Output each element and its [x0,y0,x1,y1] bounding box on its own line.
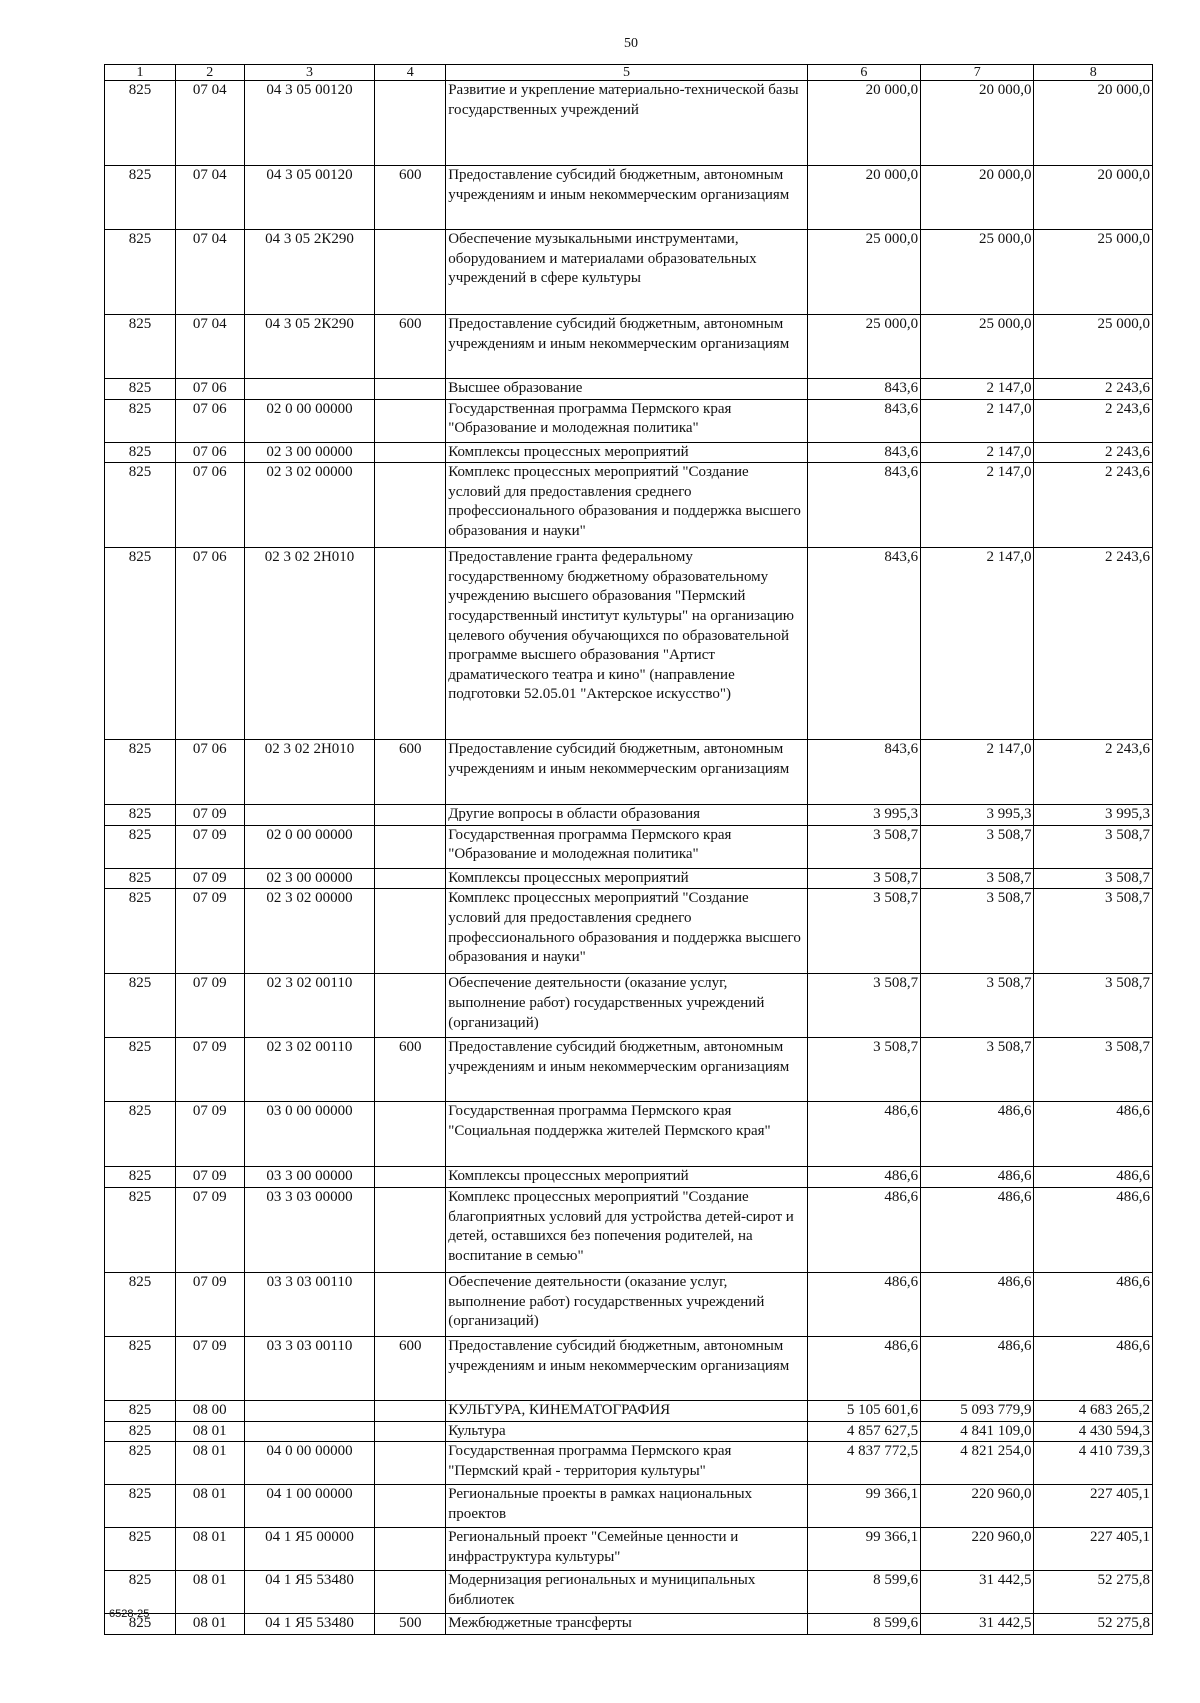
column-header: 7 [921,65,1034,81]
section-cell: 07 06 [175,442,244,463]
table-row [105,379,1153,400]
year1-amount-cell: 3 508,7 [807,889,920,974]
year1-amount-cell: 486,6 [807,1272,920,1336]
section-cell: 07 09 [175,805,244,826]
table-row [105,1400,1153,1421]
expense-type-cell: 600 [375,166,446,230]
admin-code-cell: 825 [105,1571,176,1614]
table-row [105,1485,1153,1528]
admin-code-cell: 825 [105,1400,176,1421]
admin-code-cell: 825 [105,805,176,826]
target-article-cell: 04 1 Я5 53480 [244,1614,375,1635]
column-header: 4 [375,65,446,81]
name-cell: Региональный проект "Семейные ценности и инфраструктура культуры" [446,1528,807,1571]
table-row [105,740,1153,805]
table-row [105,1614,1153,1635]
admin-code-cell: 825 [105,1336,176,1400]
table-row [105,889,1153,974]
year3-amount-cell: 486,6 [1034,1102,1153,1167]
year3-amount-cell: 227 405,1 [1034,1485,1153,1528]
year2-amount-cell: 4 841 109,0 [921,1421,1034,1442]
admin-code-cell: 825 [105,1442,176,1485]
target-article-cell: 03 3 03 00000 [244,1187,375,1272]
admin-code-cell: 825 [105,399,176,442]
column-header: 6 [807,65,920,81]
year1-amount-cell: 843,6 [807,463,920,548]
target-article-cell: 04 3 05 00120 [244,81,375,166]
year3-amount-cell: 2 243,6 [1034,548,1153,740]
year3-amount-cell: 2 243,6 [1034,399,1153,442]
target-article-cell: 02 0 00 00000 [244,399,375,442]
expense-type-cell: 600 [375,1336,446,1400]
section-cell: 07 09 [175,1102,244,1167]
target-article-cell: 04 1 Я5 53480 [244,1571,375,1614]
section-cell: 07 09 [175,825,244,868]
table-row [105,166,1153,230]
target-article-cell [244,1421,375,1442]
target-article-cell: 03 0 00 00000 [244,1102,375,1167]
admin-code-cell: 825 [105,1421,176,1442]
expense-type-cell: 600 [375,315,446,379]
target-article-cell: 02 3 02 00110 [244,1038,375,1102]
expense-type-cell [375,1442,446,1485]
name-cell: Развитие и укрепление материально-технической базы государственных учреждений [446,81,807,166]
year2-amount-cell: 3 508,7 [921,889,1034,974]
year2-amount-cell: 486,6 [921,1167,1034,1188]
year3-amount-cell: 4 410 739,3 [1034,1442,1153,1485]
admin-code-cell: 825 [105,548,176,740]
table-body [105,81,1153,1635]
target-article-cell: 02 3 02 00000 [244,463,375,548]
admin-code-cell: 825 [105,81,176,166]
table-row [105,230,1153,315]
name-cell: Комплекс процессных мероприятий "Создание благоприятных условий для устройства детей-сирот и детей, оставшихся без попечения родителей, на воспитание в семью" [446,1187,807,1272]
year2-amount-cell: 486,6 [921,1187,1034,1272]
target-article-cell: 02 3 02 2Н010 [244,548,375,740]
year3-amount-cell: 20 000,0 [1034,166,1153,230]
admin-code-cell: 825 [105,825,176,868]
table-row [105,399,1153,442]
year1-amount-cell: 20 000,0 [807,81,920,166]
year2-amount-cell: 220 960,0 [921,1485,1034,1528]
name-cell: Предоставление субсидий бюджетным, автономным учреждениям и иным некоммерческим организациям [446,740,807,805]
table-row [105,1336,1153,1400]
year1-amount-cell: 25 000,0 [807,230,920,315]
admin-code-cell: 825 [105,1038,176,1102]
section-cell: 07 09 [175,1187,244,1272]
expense-type-cell [375,1400,446,1421]
name-cell: Культура [446,1421,807,1442]
admin-code-cell: 825 [105,974,176,1038]
budget-table [104,64,1153,1635]
year3-amount-cell: 486,6 [1034,1336,1153,1400]
column-header: 5 [446,65,807,81]
year3-amount-cell: 3 508,7 [1034,974,1153,1038]
year1-amount-cell: 486,6 [807,1336,920,1400]
section-cell: 08 01 [175,1614,244,1635]
table-row [105,1167,1153,1188]
year1-amount-cell: 486,6 [807,1187,920,1272]
name-cell: Государственная программа Пермского края "Образование и молодежная политика" [446,825,807,868]
expense-type-cell [375,825,446,868]
section-cell: 07 06 [175,548,244,740]
year2-amount-cell: 2 147,0 [921,399,1034,442]
admin-code-cell: 825 [105,442,176,463]
name-cell: Предоставление субсидий бюджетным, автономным учреждениям и иным некоммерческим организациям [446,1336,807,1400]
year1-amount-cell: 486,6 [807,1167,920,1188]
year2-amount-cell: 3 508,7 [921,974,1034,1038]
expense-type-cell [375,81,446,166]
year2-amount-cell: 31 442,5 [921,1614,1034,1635]
year1-amount-cell: 3 508,7 [807,868,920,889]
name-cell: Предоставление субсидий бюджетным, автономным учреждениям и иным некоммерческим организациям [446,315,807,379]
table-row [105,548,1153,740]
year3-amount-cell: 3 995,3 [1034,805,1153,826]
admin-code-cell: 825 [105,1272,176,1336]
target-article-cell: 02 3 00 00000 [244,868,375,889]
year3-amount-cell: 3 508,7 [1034,1038,1153,1102]
target-article-cell: 04 0 00 00000 [244,1442,375,1485]
expense-type-cell [375,1272,446,1336]
year3-amount-cell: 227 405,1 [1034,1528,1153,1571]
year2-amount-cell: 486,6 [921,1272,1034,1336]
expense-type-cell [375,868,446,889]
year2-amount-cell: 31 442,5 [921,1571,1034,1614]
admin-code-cell: 825 [105,315,176,379]
target-article-cell: 02 3 02 2Н010 [244,740,375,805]
year2-amount-cell: 20 000,0 [921,81,1034,166]
section-cell: 07 09 [175,1167,244,1188]
expense-type-cell [375,1102,446,1167]
table-row [105,805,1153,826]
year1-amount-cell: 3 508,7 [807,974,920,1038]
expense-type-cell: 600 [375,740,446,805]
name-cell: Предоставление субсидий бюджетным, автономным учреждениям и иным некоммерческим организациям [446,1038,807,1102]
section-cell: 07 09 [175,889,244,974]
target-article-cell: 04 3 05 00120 [244,166,375,230]
year3-amount-cell: 2 243,6 [1034,740,1153,805]
expense-type-cell [375,1167,446,1188]
year2-amount-cell: 486,6 [921,1102,1034,1167]
year2-amount-cell: 2 147,0 [921,442,1034,463]
table-row [105,1187,1153,1272]
column-header: 3 [244,65,375,81]
table-row [105,1102,1153,1167]
admin-code-cell: 825 [105,463,176,548]
year1-amount-cell: 486,6 [807,1102,920,1167]
section-cell: 08 01 [175,1528,244,1571]
section-cell: 07 06 [175,463,244,548]
section-cell: 08 01 [175,1485,244,1528]
year1-amount-cell: 843,6 [807,442,920,463]
admin-code-cell: 825 [105,889,176,974]
name-cell: Комплексы процессных мероприятий [446,442,807,463]
table-row [105,825,1153,868]
name-cell: Межбюджетные трансферты [446,1614,807,1635]
target-article-cell: 04 3 05 2К290 [244,315,375,379]
page-number: 50 [624,36,638,51]
admin-code-cell: 825 [105,1528,176,1571]
target-article-cell: 03 3 03 00110 [244,1336,375,1400]
year1-amount-cell: 25 000,0 [807,315,920,379]
target-article-cell [244,805,375,826]
admin-code-cell: 825 [105,1485,176,1528]
table-row [105,463,1153,548]
expense-type-cell [375,463,446,548]
year3-amount-cell: 3 508,7 [1034,825,1153,868]
target-article-cell: 03 3 03 00110 [244,1272,375,1336]
expense-type-cell [375,442,446,463]
admin-code-cell: 825 [105,1614,176,1635]
table-row [105,1571,1153,1614]
year2-amount-cell: 25 000,0 [921,230,1034,315]
name-cell: Комплексы процессных мероприятий [446,868,807,889]
name-cell: Обеспечение музыкальными инструментами, оборудованием и материалами образовательных учреждений в сфере культуры [446,230,807,315]
section-cell: 07 04 [175,81,244,166]
section-cell: 07 06 [175,740,244,805]
admin-code-cell: 825 [105,230,176,315]
year1-amount-cell: 4 857 627,5 [807,1421,920,1442]
year1-amount-cell: 3 508,7 [807,1038,920,1102]
section-cell: 07 09 [175,1038,244,1102]
year1-amount-cell: 3 508,7 [807,825,920,868]
year3-amount-cell: 25 000,0 [1034,315,1153,379]
expense-type-cell [375,1421,446,1442]
target-article-cell: 04 3 05 2К290 [244,230,375,315]
name-cell: Модернизация региональных и муниципальных библиотек [446,1571,807,1614]
year2-amount-cell: 5 093 779,9 [921,1400,1034,1421]
name-cell: Предоставление субсидий бюджетным, автономным учреждениям и иным некоммерческим организациям [446,166,807,230]
section-cell: 07 09 [175,1272,244,1336]
section-cell: 08 00 [175,1400,244,1421]
target-article-cell: 02 3 02 00110 [244,974,375,1038]
admin-code-cell: 825 [105,379,176,400]
expense-type-cell [375,1528,446,1571]
name-cell: Обеспечение деятельности (оказание услуг, выполнение работ) государственных учреждений (организаций) [446,1272,807,1336]
name-cell: Комплексы процессных мероприятий [446,1167,807,1188]
year2-amount-cell: 3 995,3 [921,805,1034,826]
admin-code-cell: 825 [105,1102,176,1167]
year2-amount-cell: 220 960,0 [921,1528,1034,1571]
name-cell: Комплекс процессных мероприятий "Создание условий для предоставления среднего профессионального образования и поддержка высшего образования и науки" [446,889,807,974]
year1-amount-cell: 20 000,0 [807,166,920,230]
year3-amount-cell: 486,6 [1034,1272,1153,1336]
table-row [105,974,1153,1038]
target-article-cell: 04 1 Я5 00000 [244,1528,375,1571]
year2-amount-cell: 2 147,0 [921,740,1034,805]
year1-amount-cell: 8 599,6 [807,1614,920,1635]
year1-amount-cell: 5 105 601,6 [807,1400,920,1421]
year2-amount-cell: 3 508,7 [921,868,1034,889]
name-cell: Предоставление гранта федеральному государственному бюджетному образовательному учреждению высшего образования "Пермский государственный институт культуры" на организацию целевого обучения обучающихся по образовательной программе высшего образования "Артист драматического театра и кино" (направление подготовки 52.05.01 "Актерское искусство") [446,548,807,740]
target-article-cell: 03 3 00 00000 [244,1167,375,1188]
expense-type-cell [375,399,446,442]
table-row [105,1038,1153,1102]
section-cell: 08 01 [175,1442,244,1485]
target-article-cell: 02 0 00 00000 [244,825,375,868]
name-cell: Обеспечение деятельности (оказание услуг, выполнение работ) государственных учреждений (организаций) [446,974,807,1038]
year2-amount-cell: 2 147,0 [921,463,1034,548]
table-row [105,868,1153,889]
table-row [105,1272,1153,1336]
table-row [105,315,1153,379]
year3-amount-cell: 20 000,0 [1034,81,1153,166]
table-row [105,442,1153,463]
table-row [105,1442,1153,1485]
year2-amount-cell: 3 508,7 [921,1038,1034,1102]
year2-amount-cell: 25 000,0 [921,315,1034,379]
section-cell: 07 09 [175,1336,244,1400]
name-cell: Государственная программа Пермского края "Образование и молодежная политика" [446,399,807,442]
expense-type-cell [375,1485,446,1528]
name-cell: Комплекс процессных мероприятий "Создание условий для предоставления среднего профессионального образования и поддержка высшего образования и науки" [446,463,807,548]
year3-amount-cell: 52 275,8 [1034,1571,1153,1614]
section-cell: 07 06 [175,379,244,400]
expense-type-cell [375,1187,446,1272]
name-cell: Другие вопросы в области образования [446,805,807,826]
year1-amount-cell: 843,6 [807,399,920,442]
section-cell: 08 01 [175,1421,244,1442]
target-article-cell: 02 3 00 00000 [244,442,375,463]
admin-code-cell: 825 [105,1167,176,1188]
column-header: 2 [175,65,244,81]
expense-type-cell [375,889,446,974]
year2-amount-cell: 3 508,7 [921,825,1034,868]
column-header: 1 [105,65,176,81]
target-article-cell: 04 1 00 00000 [244,1485,375,1528]
year2-amount-cell: 2 147,0 [921,379,1034,400]
section-cell: 07 04 [175,166,244,230]
target-article-cell [244,1400,375,1421]
year1-amount-cell: 843,6 [807,548,920,740]
name-cell: Государственная программа Пермского края "Социальная поддержка жителей Пермского края" [446,1102,807,1167]
table-row [105,81,1153,166]
expense-type-cell [375,548,446,740]
table-row [105,1421,1153,1442]
table-row [105,1528,1153,1571]
year3-amount-cell: 3 508,7 [1034,889,1153,974]
section-cell: 07 04 [175,315,244,379]
year2-amount-cell: 486,6 [921,1336,1034,1400]
column-header: 8 [1034,65,1153,81]
admin-code-cell: 825 [105,166,176,230]
target-article-cell: 02 3 02 00000 [244,889,375,974]
year3-amount-cell: 486,6 [1034,1187,1153,1272]
name-cell: Высшее образование [446,379,807,400]
name-cell: Региональные проекты в рамках национальных проектов [446,1485,807,1528]
header-row [105,65,1153,81]
name-cell: Государственная программа Пермского края "Пермский край - территория культуры" [446,1442,807,1485]
year2-amount-cell: 4 821 254,0 [921,1442,1034,1485]
year1-amount-cell: 843,6 [807,740,920,805]
section-cell: 07 04 [175,230,244,315]
expense-type-cell [375,379,446,400]
name-cell: КУЛЬТУРА, КИНЕМАТОГРАФИЯ [446,1400,807,1421]
year1-amount-cell: 8 599,6 [807,1571,920,1614]
year1-amount-cell: 3 995,3 [807,805,920,826]
target-article-cell [244,379,375,400]
year3-amount-cell: 2 243,6 [1034,463,1153,548]
section-cell: 07 09 [175,868,244,889]
year3-amount-cell: 4 430 594,3 [1034,1421,1153,1442]
year3-amount-cell: 2 243,6 [1034,379,1153,400]
year1-amount-cell: 4 837 772,5 [807,1442,920,1485]
expense-type-cell: 600 [375,1038,446,1102]
year3-amount-cell: 25 000,0 [1034,230,1153,315]
expense-type-cell [375,1571,446,1614]
admin-code-cell: 825 [105,1187,176,1272]
year1-amount-cell: 99 366,1 [807,1485,920,1528]
year2-amount-cell: 2 147,0 [921,548,1034,740]
expense-type-cell [375,805,446,826]
expense-type-cell [375,974,446,1038]
section-cell: 08 01 [175,1571,244,1614]
year3-amount-cell: 2 243,6 [1034,442,1153,463]
year3-amount-cell: 52 275,8 [1034,1614,1153,1635]
admin-code-cell: 825 [105,740,176,805]
year3-amount-cell: 486,6 [1034,1167,1153,1188]
year2-amount-cell: 20 000,0 [921,166,1034,230]
admin-code-cell: 825 [105,868,176,889]
year3-amount-cell: 3 508,7 [1034,868,1153,889]
section-cell: 07 06 [175,399,244,442]
expense-type-cell [375,230,446,315]
footer-code: 6528-25 [109,1608,150,1620]
section-cell: 07 09 [175,974,244,1038]
year1-amount-cell: 843,6 [807,379,920,400]
year3-amount-cell: 4 683 265,2 [1034,1400,1153,1421]
year1-amount-cell: 99 366,1 [807,1528,920,1571]
expense-type-cell: 500 [375,1614,446,1635]
